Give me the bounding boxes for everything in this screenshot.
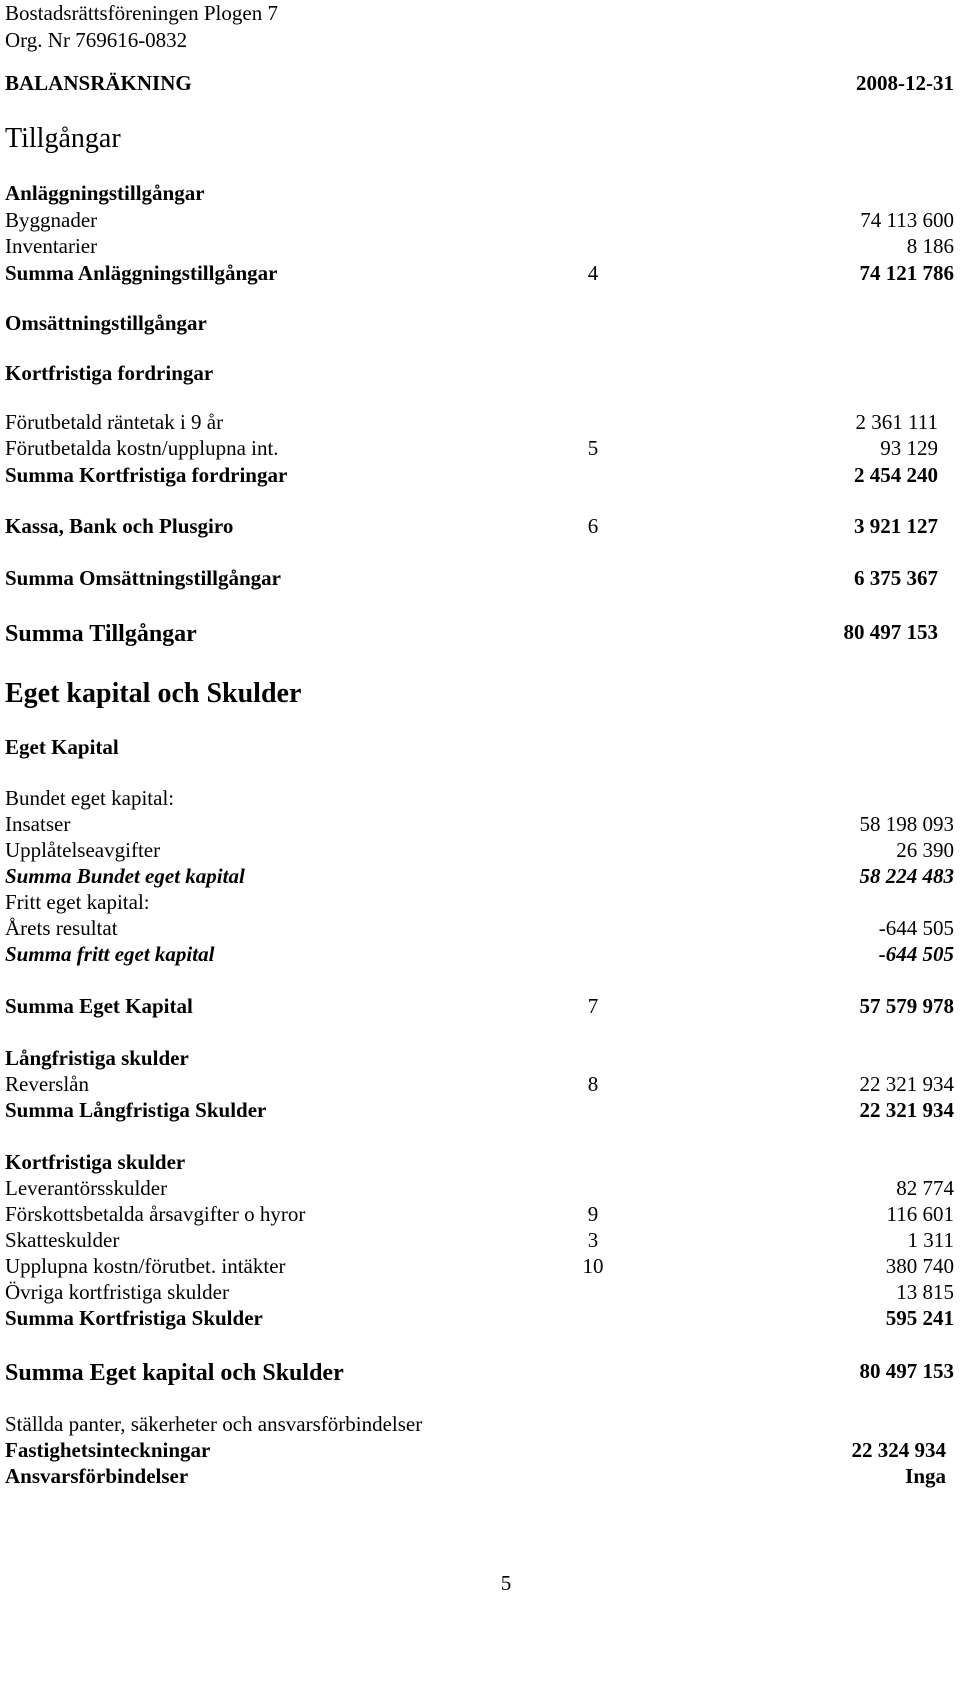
row-amount: 74 113 600 — [860, 208, 954, 232]
row-label: Förutbetald räntetak i 9 år — [5, 410, 224, 434]
document-date: 2008-12-31 — [856, 71, 954, 95]
page-number: 5 — [500, 1571, 512, 1595]
row-amount: 58 198 093 — [859, 812, 954, 836]
row-amount: 1 311 — [907, 1228, 954, 1252]
equity-heading: Eget Kapital — [5, 735, 119, 759]
restricted-equity-heading: Bundet eget kapital: — [5, 786, 175, 810]
note-ref: 3 — [587, 1228, 599, 1252]
pledges-heading: Ställda panter, säkerheter och ansvarsförbindelser — [5, 1412, 423, 1436]
total-label: Summa Omsättningstillgångar — [5, 566, 281, 590]
total-label: Summa Tillgångar — [5, 621, 197, 647]
document-title: BALANSRÄKNING — [5, 71, 192, 95]
total-amount: 74 121 786 — [859, 261, 954, 285]
subtotal-label: Summa fritt eget kapital — [5, 942, 215, 966]
long-term-debt-heading: Långfristiga skulder — [5, 1046, 189, 1070]
total-amount: 22 321 934 — [859, 1098, 954, 1122]
grand-total-label: Summa Eget kapital och Skulder — [5, 1360, 344, 1386]
subtotal-amount: 58 224 483 — [859, 864, 954, 888]
current-assets-heading: Omsättningstillgångar — [5, 311, 207, 335]
row-label: Årets resultat — [5, 916, 118, 940]
row-amount: 116 601 — [886, 1202, 954, 1226]
row-label: Förutbetalda kostn/upplupna int. — [5, 436, 279, 460]
row-amount: 8 186 — [906, 234, 954, 258]
total-amount: 6 375 367 — [854, 566, 938, 590]
total-label: Summa Anläggningstillgångar — [5, 261, 278, 285]
total-label: Summa Kortfristiga Skulder — [5, 1306, 263, 1330]
row-amount: 26 390 — [896, 838, 954, 862]
row-amount: 22 324 934 — [851, 1438, 946, 1462]
row-label: Skatteskulder — [5, 1228, 120, 1252]
note-ref: 8 — [587, 1072, 599, 1096]
cash-label: Kassa, Bank och Plusgiro — [5, 514, 234, 538]
note-ref: 6 — [587, 514, 599, 538]
row-label: Upplupna kostn/förutbet. intäkter — [5, 1254, 286, 1278]
org-number: Org. Nr 769616-0832 — [5, 28, 188, 52]
note-ref: 5 — [587, 436, 599, 460]
row-amount: 380 740 — [885, 1254, 954, 1278]
total-amount: 57 579 978 — [859, 994, 954, 1018]
row-amount: 22 321 934 — [859, 1072, 954, 1096]
total-label: Summa Kortfristiga fordringar — [5, 463, 288, 487]
note-ref: 7 — [587, 994, 599, 1018]
grand-total-amount: 80 497 153 — [859, 1359, 954, 1383]
subtotal-label: Summa Bundet eget kapital — [5, 864, 245, 888]
row-amount: 93 129 — [880, 436, 938, 460]
short-receivables-heading: Kortfristiga fordringar — [5, 361, 214, 385]
org-name: Bostadsrättsföreningen Plogen 7 — [5, 1, 278, 25]
row-label: Upplåtelseavgifter — [5, 838, 161, 862]
cash-amount: 3 921 127 — [854, 514, 938, 538]
row-label: Insatser — [5, 812, 71, 836]
fixed-assets-heading: Anläggningstillgångar — [5, 181, 205, 205]
total-label: Summa Långfristiga Skulder — [5, 1098, 267, 1122]
row-amount: 13 815 — [896, 1280, 954, 1304]
row-label: Förskottsbetalda årsavgifter o hyror — [5, 1202, 306, 1226]
short-term-debt-heading: Kortfristiga skulder — [5, 1150, 186, 1174]
row-label: Inventarier — [5, 234, 98, 258]
row-label: Övriga kortfristiga skulder — [5, 1280, 229, 1304]
row-label: Fastighetsinteckningar — [5, 1438, 211, 1462]
note-ref: 4 — [587, 261, 599, 285]
row-label: Reverslån — [5, 1072, 89, 1096]
row-label: Byggnader — [5, 208, 98, 232]
total-amount: 2 454 240 — [854, 463, 938, 487]
total-label: Summa Eget Kapital — [5, 994, 193, 1018]
subtotal-amount: -644 505 — [878, 942, 954, 966]
note-ref: 10 — [582, 1254, 604, 1278]
row-label: Leverantörsskulder — [5, 1176, 168, 1200]
row-amount: -644 505 — [878, 916, 954, 940]
row-amount: 82 774 — [896, 1176, 954, 1200]
equity-liabilities-heading: Eget kapital och Skulder — [5, 678, 302, 709]
assets-heading: Tillgångar — [5, 123, 121, 154]
row-amount: Inga — [905, 1464, 946, 1488]
total-amount: 80 497 153 — [843, 620, 938, 644]
free-equity-heading: Fritt eget kapital: — [5, 890, 150, 914]
total-amount: 595 241 — [885, 1306, 954, 1330]
row-label: Ansvarsförbindelser — [5, 1464, 189, 1488]
note-ref: 9 — [587, 1202, 599, 1226]
row-amount: 2 361 111 — [855, 410, 938, 434]
